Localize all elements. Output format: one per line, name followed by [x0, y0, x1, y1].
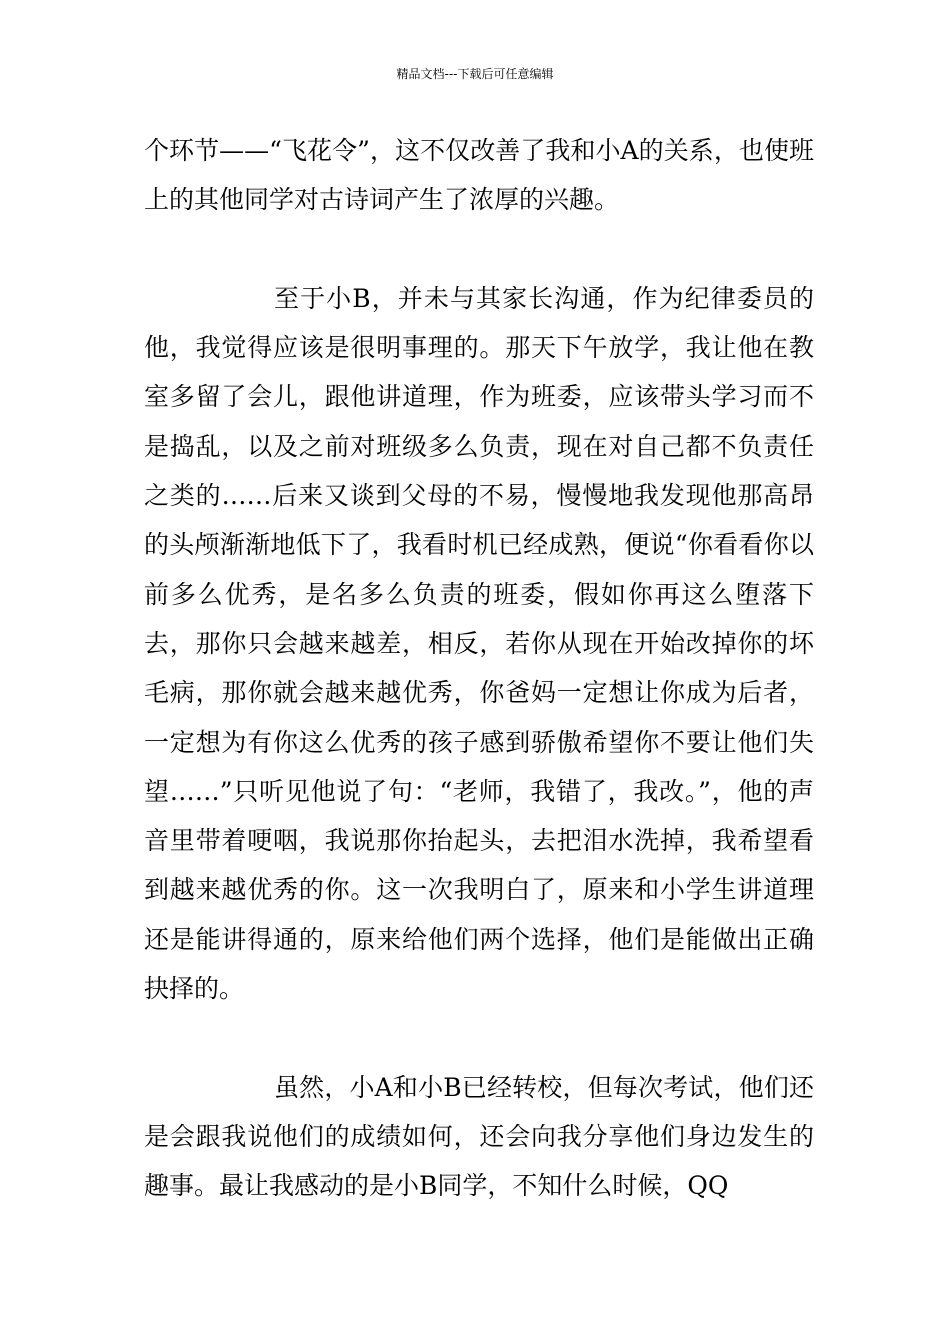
- paragraph-1: 个环节——“飞花令”，这不仅改善了我和小A的关系，也使班上的其他同学对古诗词产生了浓厚的兴趣。: [144, 136, 814, 215]
- page-header: 精品文档---下载后可任意编辑: [396, 67, 554, 81]
- paragraph-spacer: [144, 225, 814, 274]
- paragraph-spacer: [144, 1013, 814, 1062]
- paragraph-3: 虽然，小A和小B已经转校，但每次考试，他们还是会跟我说他们的成绩如何，还会向我分享他们身边发生的趣事。最让我感动的是小B同学，不知什么时候，QQ: [144, 1072, 814, 1201]
- document-body: [144, 126, 814, 1211]
- paragraph-2: 至于小B，并未与其家长沟通，作为纪律委员的他，我觉得应该是很明事理的。那天下午放学，我让他在教室多留了会儿，跟他讲道理，作为班委，应该带头学习而不是捣乱，以及之前对班级多么负责，现在对自己都不负责任之类的……后来又谈到父母的不易，慢慢地我发现他那高昂的头颅渐渐地低下了，我看时机已经成熟，便说“你看看你以前多么优秀，是名多么负责的班委，假如你再这么堕落下去，那你只会越来越差，相反，若你从现在开始改掉你的坏毛病，那你就会越来越优秀，你爸妈一定想让你成为后者，一定想为有你这么优秀的孩子感到骄傲希望你不要让他们失望……”只听见他说了句：“老师，我错了，我改。”，他的声音里带着哽咽，我说那你抬起头，去把泪水洗掉，我希望看到越来越优秀的你。这一次我明白了，原来和小学生讲道理还是能讲得通的，原来给他们两个选择，他们是能做出正确抉择的。: [144, 283, 814, 1004]
